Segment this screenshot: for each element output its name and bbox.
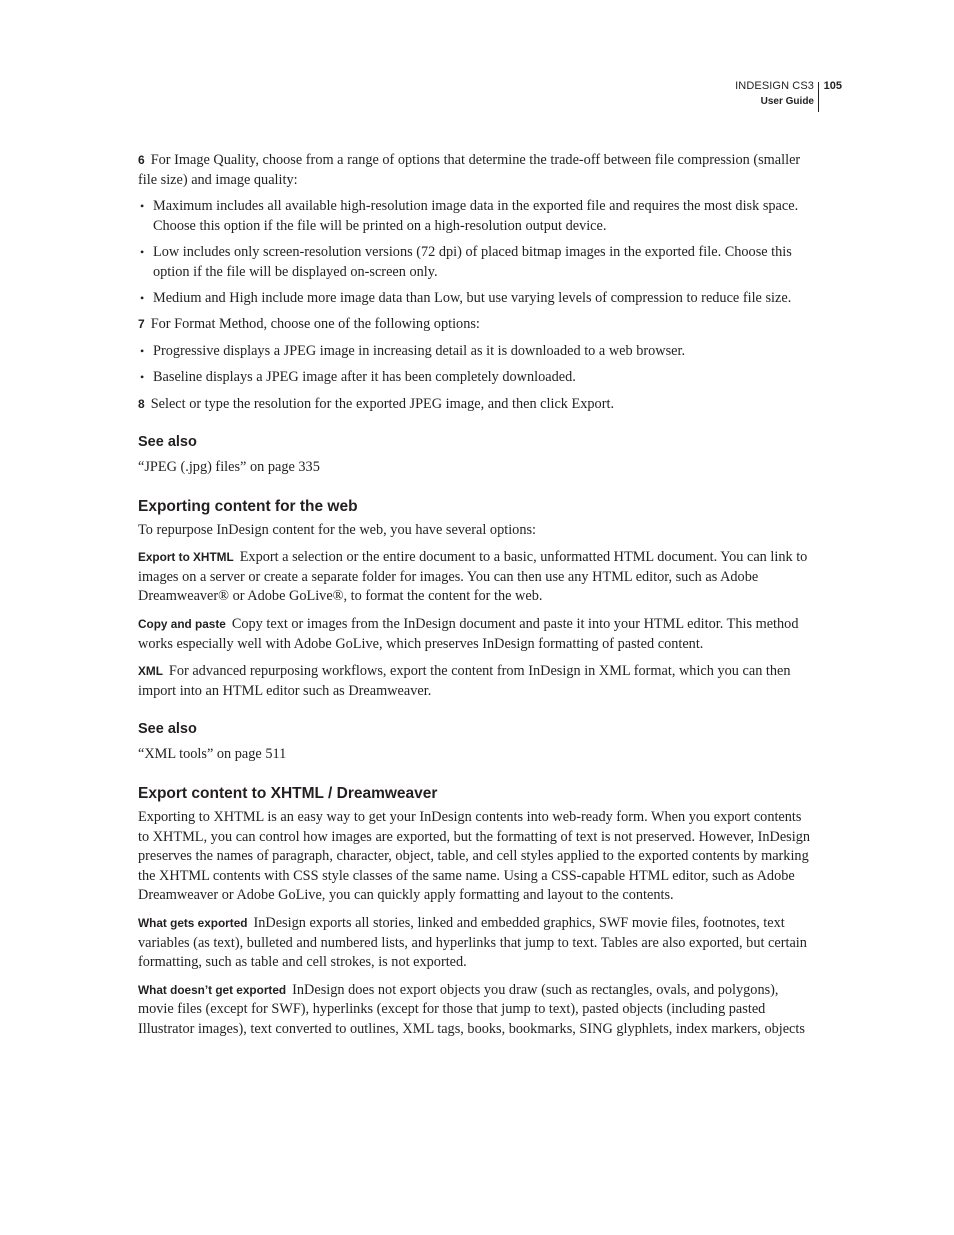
definition-text: For advanced repurposing workflows, export the content from InDesign in XML format, which you can then import into an HTML editor such as Dreamweaver. [138,663,791,699]
step-text: For Image Quality, choose from a range of options that determine the trade-off between file compression (smaller file size) and image quality: [138,152,801,188]
definition-text: Export a selection or the entire document to a basic, unformatted HTML document. You can link to images on a server or create a separate folder for images. You can then use any HTML editor, such as Adobe Dreamweaver® or Adobe GoLive®, to format the content for the web. [138,549,808,605]
definition-what-gets-exported [138,914,814,973]
step-7 [138,315,814,335]
definition-term: What gets exported [138,916,248,931]
step-8 [138,395,814,415]
definition-text: InDesign does not export objects you draw (such as rectangles, ovals, and polygons), movie files (except for SWF), hyperlinks (except for those that jump to text), pasted objects (including pasted Illustrator images), text converted to outlines, XML tags, books, bookmarks, SING glyphlets, index markers, objects [138,981,805,1037]
definition-term: Export to XHTML [138,550,234,565]
definition-xml [138,662,814,701]
header-guide-title: User Guide [760,96,814,107]
step-number: 8 [138,396,145,411]
definition-term: What doesn’t get exported [138,982,287,997]
header-product-title: INDESIGN CS3 [735,80,814,92]
definition-export-xhtml [138,548,814,607]
see-also-heading: See also [138,434,197,451]
definition-copy-paste [138,615,814,654]
step-text: Select or type the resolution for the exported JPEG image, and then click Export. [150,395,615,412]
definition-term: XML [138,664,163,679]
body-content [138,151,814,1048]
step-number: 7 [138,317,145,332]
definition-text: Copy text or images from the InDesign document and paste it into your HTML editor. This method works especially well with Adobe GoLive, which preserves InDesign formatting of pasted content. [138,616,799,652]
section-intro: Exporting to XHTML is an easy way to get your InDesign contents into web-ready form. When you export contents to XHTML, you can control how images are exported, but the formatting of text is not preserved. However, InDesign preserves the names of paragraph, character, object, table, and cell styles applied to the exported contents by marking the XHTML contents with CSS style classes of the same name. Using a CSS-capable HTML editor, such as Adobe Dreamweaver or Adobe GoLive, you can quickly apply formatting and layout to the contents. [138,809,810,904]
definition-term: Copy and paste [138,617,226,632]
page-number: 105 [823,80,842,92]
step-6 [138,151,814,190]
see-also-link-xml-tools[interactable]: “XML tools” on page 511 [138,746,287,763]
bullet-item: • Medium and High include more image data than Low, but use varying levels of compression to reduce file size. [138,289,814,309]
definition-what-doesnt-get-exported [138,981,814,1040]
section-heading-web: Exporting content for the web [138,497,358,515]
running-header [735,79,842,109]
see-also-link-jpeg[interactable]: “JPEG (.jpg) files” on page 335 [138,459,320,476]
see-also-heading: See also [138,721,197,738]
bullet-item: • Progressive displays a JPEG image in increasing detail as it is downloaded to a web browser. [138,342,814,362]
bullet-item: • Maximum includes all available high-resolution image data in the exported file and requires the most disk space. Choose this option if the file will be printed on a high-resolution output device. [138,197,814,236]
section-intro: To repurpose InDesign content for the web, you have several options: [138,521,537,538]
header-divider [818,82,819,112]
step-text: For Format Method, choose one of the following options: [150,316,480,333]
bullet-item: • Baseline displays a JPEG image after it has been completely downloaded. [138,368,814,388]
bullet-item: • Low includes only screen-resolution versions (72 dpi) of placed bitmap images in the exported file. Choose this option if the file will be displayed on-screen only. [138,243,814,282]
step-number: 6 [138,153,145,167]
definition-text: InDesign exports all stories, linked and embedded graphics, SWF movie files, footnotes, text variables (as text), bulleted and numbered lists, and hyperlinks that jump to text. Tables are also exported, but certain formatting, such as table and cell strokes, is not exported. [138,915,807,971]
section-heading-xhtml: Export content to XHTML / Dreamweaver [138,785,438,803]
